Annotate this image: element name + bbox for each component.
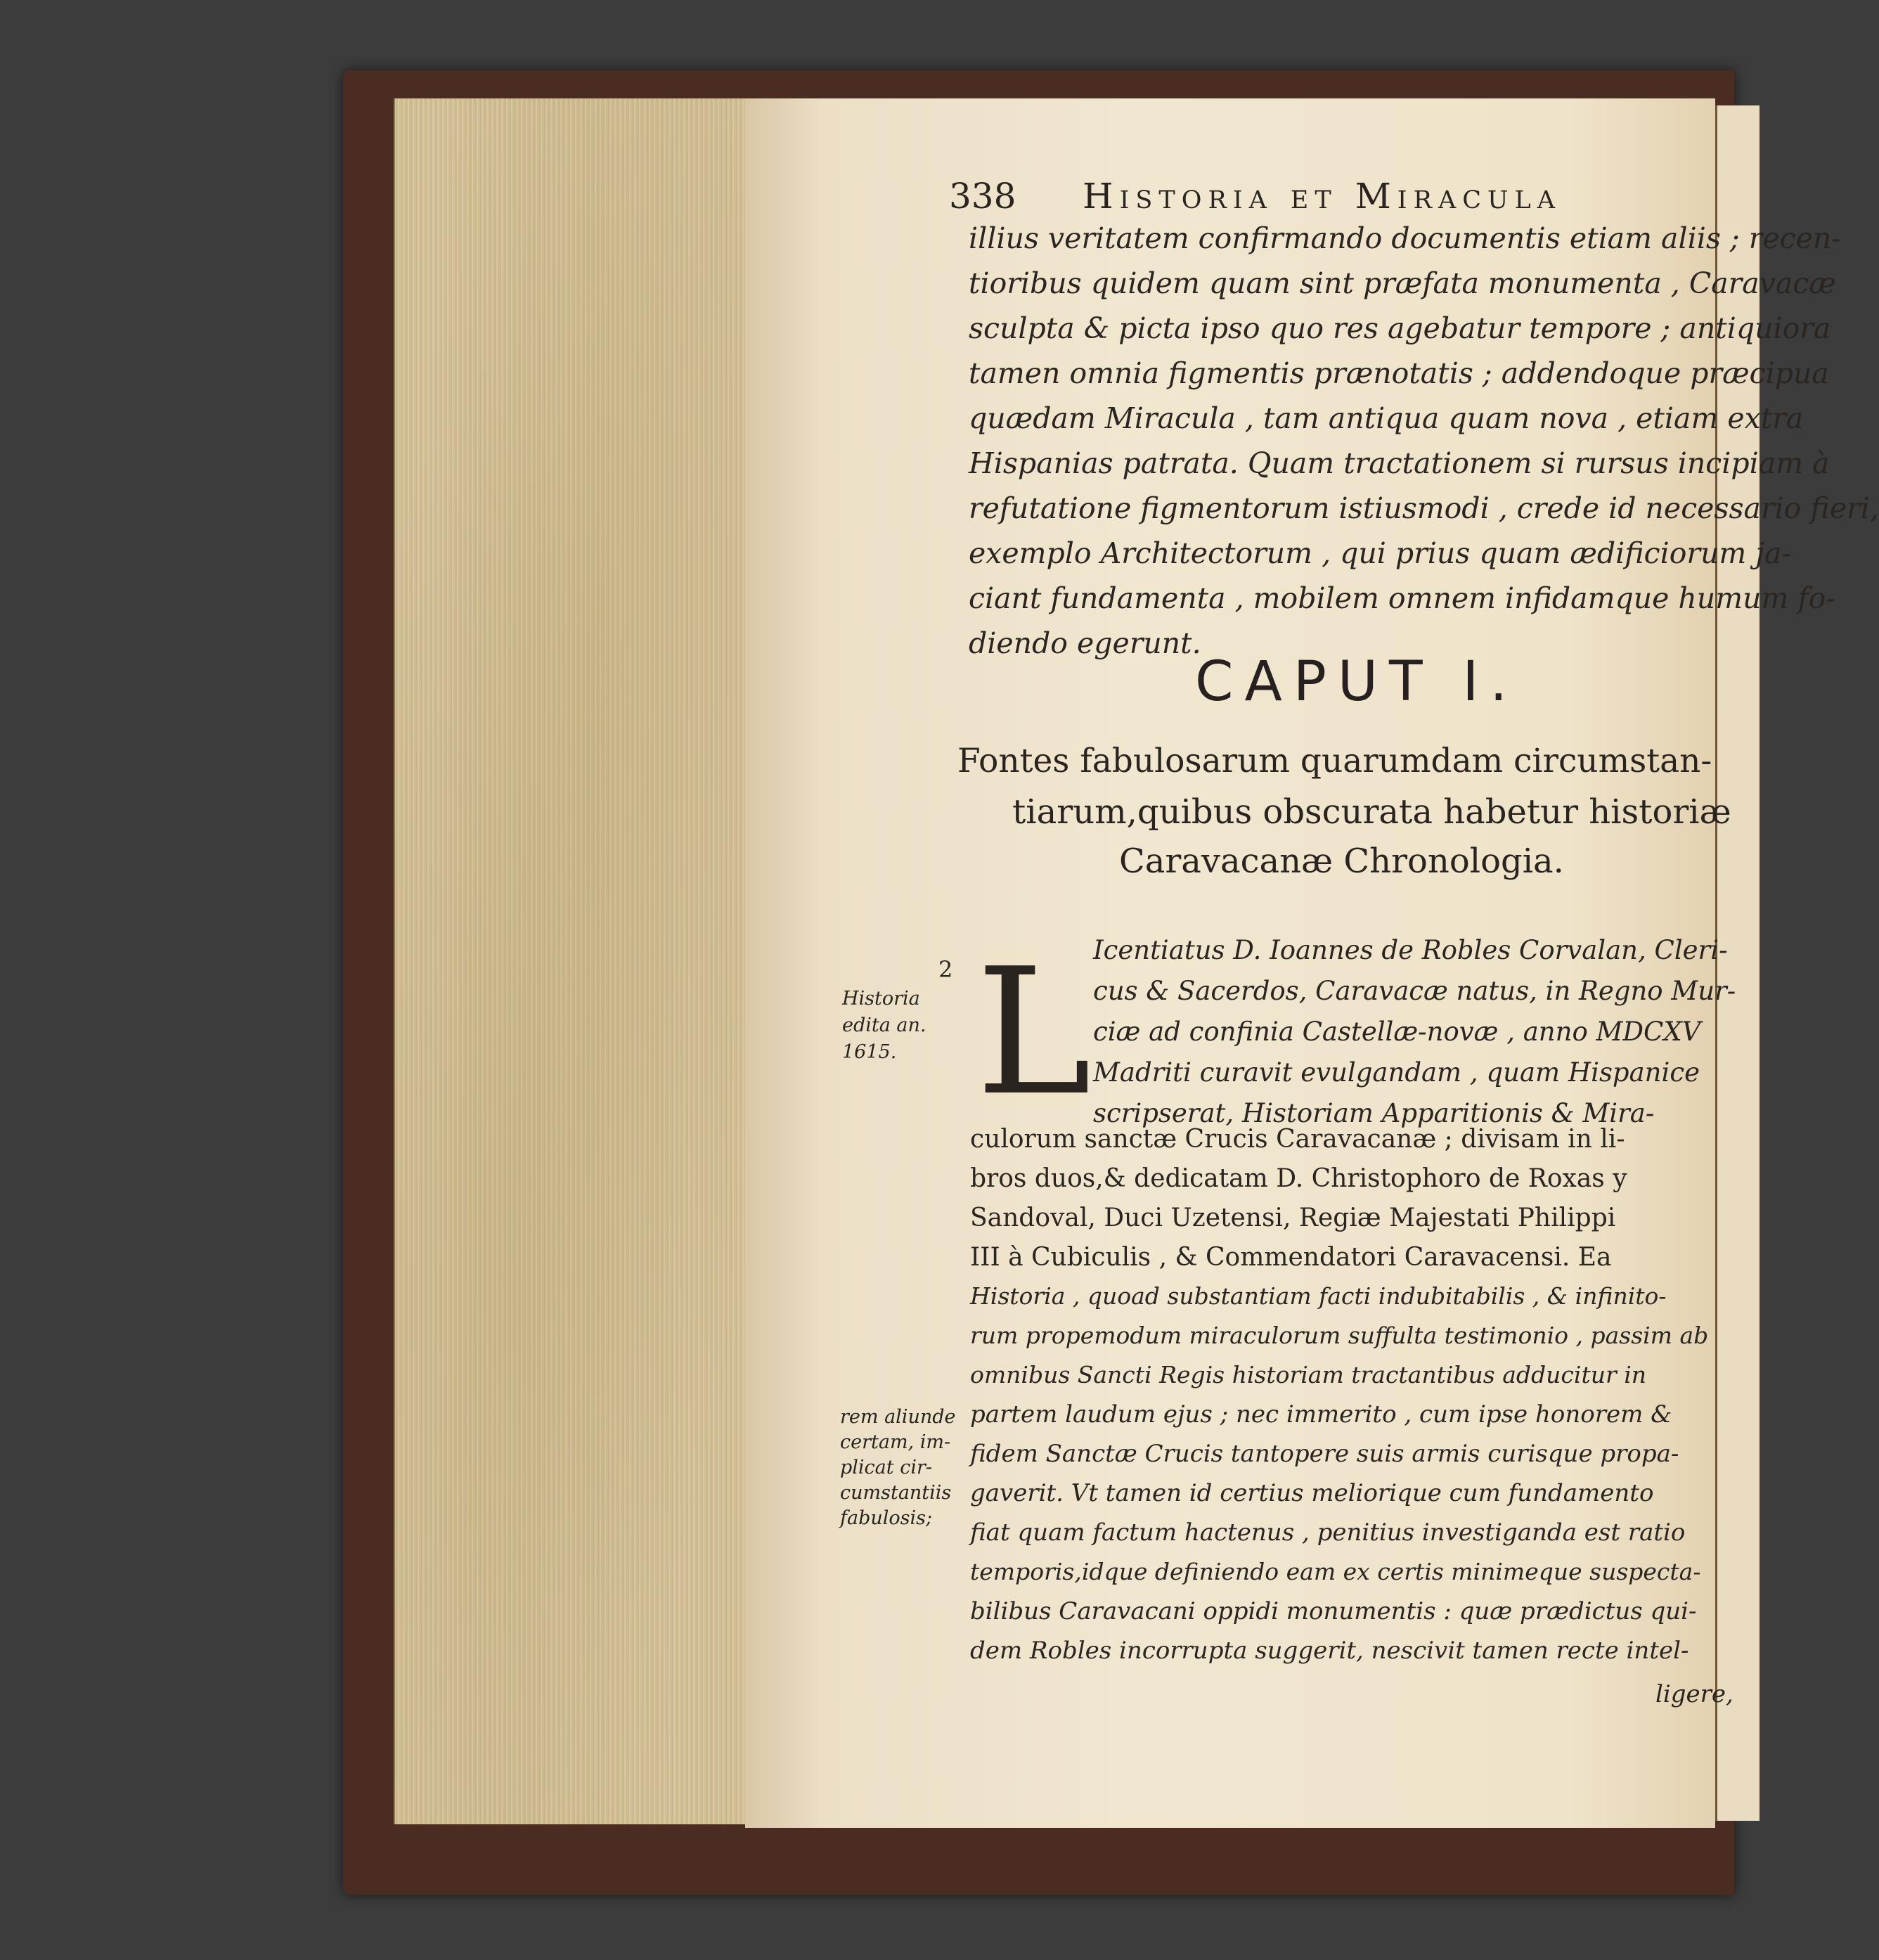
body-line: Sandoval, Duci Uzetensi, Regiæ Majestati Philippi [970, 1204, 1616, 1232]
margin-note-line: plicat cir- [840, 1457, 932, 1478]
intro-line: illius veritatem confirmando documentis etiam aliis ; recen- [969, 221, 1842, 255]
body-line: bros duos,& dedicatam D. Christophoro de Roxas y [970, 1164, 1627, 1193]
body-line: bilibus Caravacani oppidi monumentis : quæ prædictus qui- [970, 1597, 1697, 1625]
page-edges [394, 98, 750, 1824]
body-line: partem laudum ejus ; nec immerito , cum ipse honorem & [970, 1400, 1672, 1429]
catchword: ligere, [1655, 1680, 1733, 1708]
body-line: fidem Sanctæ Crucis tantopere suis armis curisque propa- [970, 1440, 1679, 1468]
margin-note-line: rem aliunde [840, 1406, 956, 1428]
body-line: omnibus Sancti Regis historiam tractantibus adducitur in [970, 1361, 1647, 1388]
margin-note-line: Historia [842, 988, 920, 1010]
margin-note-line: fabulosis; [840, 1507, 933, 1529]
chapter-subtitle-line: Caravacanæ Chronologia. [1119, 842, 1564, 881]
body-line: gaverit. Vt tamen id certius meliorique cum fundamento [970, 1479, 1654, 1507]
chapter-subtitle-line: Fontes fabulosarum quarumdam circumstan- [957, 742, 1712, 780]
intro-line: tioribus quidem quam sint præfata monumenta , Caravacæ [969, 266, 1836, 300]
body-line: ciæ ad confinia Castellæ-novæ , anno MDCXV [1093, 1017, 1701, 1047]
body-line: culorum sanctæ Crucis Caravacanæ ; divisam in li- [970, 1125, 1625, 1154]
paper-stains [395, 98, 750, 1824]
body-line: Madriti curavit evulgandam , quam Hispanice [1093, 1057, 1700, 1088]
margin-number: 2 [938, 956, 953, 983]
intro-line: sculpta & picta ipso quo res agebatur tempore ; antiquiora [969, 311, 1831, 345]
drop-capital: L [976, 931, 1092, 1134]
intro-line: exemplo Architectorum , qui prius quam ædificiorum ja- [969, 536, 1792, 570]
body-line: Icentiatus D. Ioannes de Robles Corvalan, Cleri- [1093, 935, 1728, 965]
body-line: scripserat, Historiam Apparitionis & Mira- [1093, 1098, 1655, 1128]
body-line: III à Cubiculis , & Commendatori Caravacensi. Ea [970, 1243, 1612, 1272]
intro-line: refutatione figmentorum istiusmodi , crede id necessario fieri, [969, 491, 1879, 525]
intro-line: Hispanias patrata. Quam tractationem si rursus incipiam à [969, 446, 1830, 480]
page-number: 338 [949, 176, 1016, 217]
intro-line: diendo egerunt. [969, 626, 1201, 660]
body-line: fiat quam factum hactenus , penitius investiganda est ratio [970, 1519, 1686, 1547]
chapter-subtitle-line: tiarum,quibus obscurata habetur historiæ [1012, 792, 1731, 832]
intro-line: quædam Miracula , tam antiqua quam nova , etiam extra [969, 401, 1804, 435]
chapter-heading: CAPUT I. [1195, 650, 1519, 714]
intro-line: ciant fundamenta , mobilem omnem infidamque humum fo- [969, 581, 1836, 615]
intro-line: tamen omnia figmentis prænotatis ; addendoque præcipua [969, 356, 1829, 390]
margin-note-line: certam, im- [840, 1431, 951, 1453]
body-line: temporis,idque definiendo eam ex certis minimeque suspecta- [970, 1558, 1701, 1585]
body-line: dem Robles incorrupta suggerit, nescivit tamen recte intel- [970, 1637, 1689, 1665]
margin-note-line: 1615. [842, 1041, 897, 1063]
margin-note-line: edita an. [842, 1014, 926, 1036]
body-line: rum propemodum miraculorum suffulta testimonio , passim ab [970, 1322, 1709, 1349]
body-line: Historia , quoad substantiam facti indubitabilis , & infinito- [970, 1282, 1667, 1310]
margin-note-line: cumstantiis [840, 1482, 952, 1504]
running-head-title: Historia et Miracula [1083, 176, 1562, 217]
body-line: cus & Sacerdos, Caravacæ natus, in Regno Mur- [1093, 976, 1736, 1006]
